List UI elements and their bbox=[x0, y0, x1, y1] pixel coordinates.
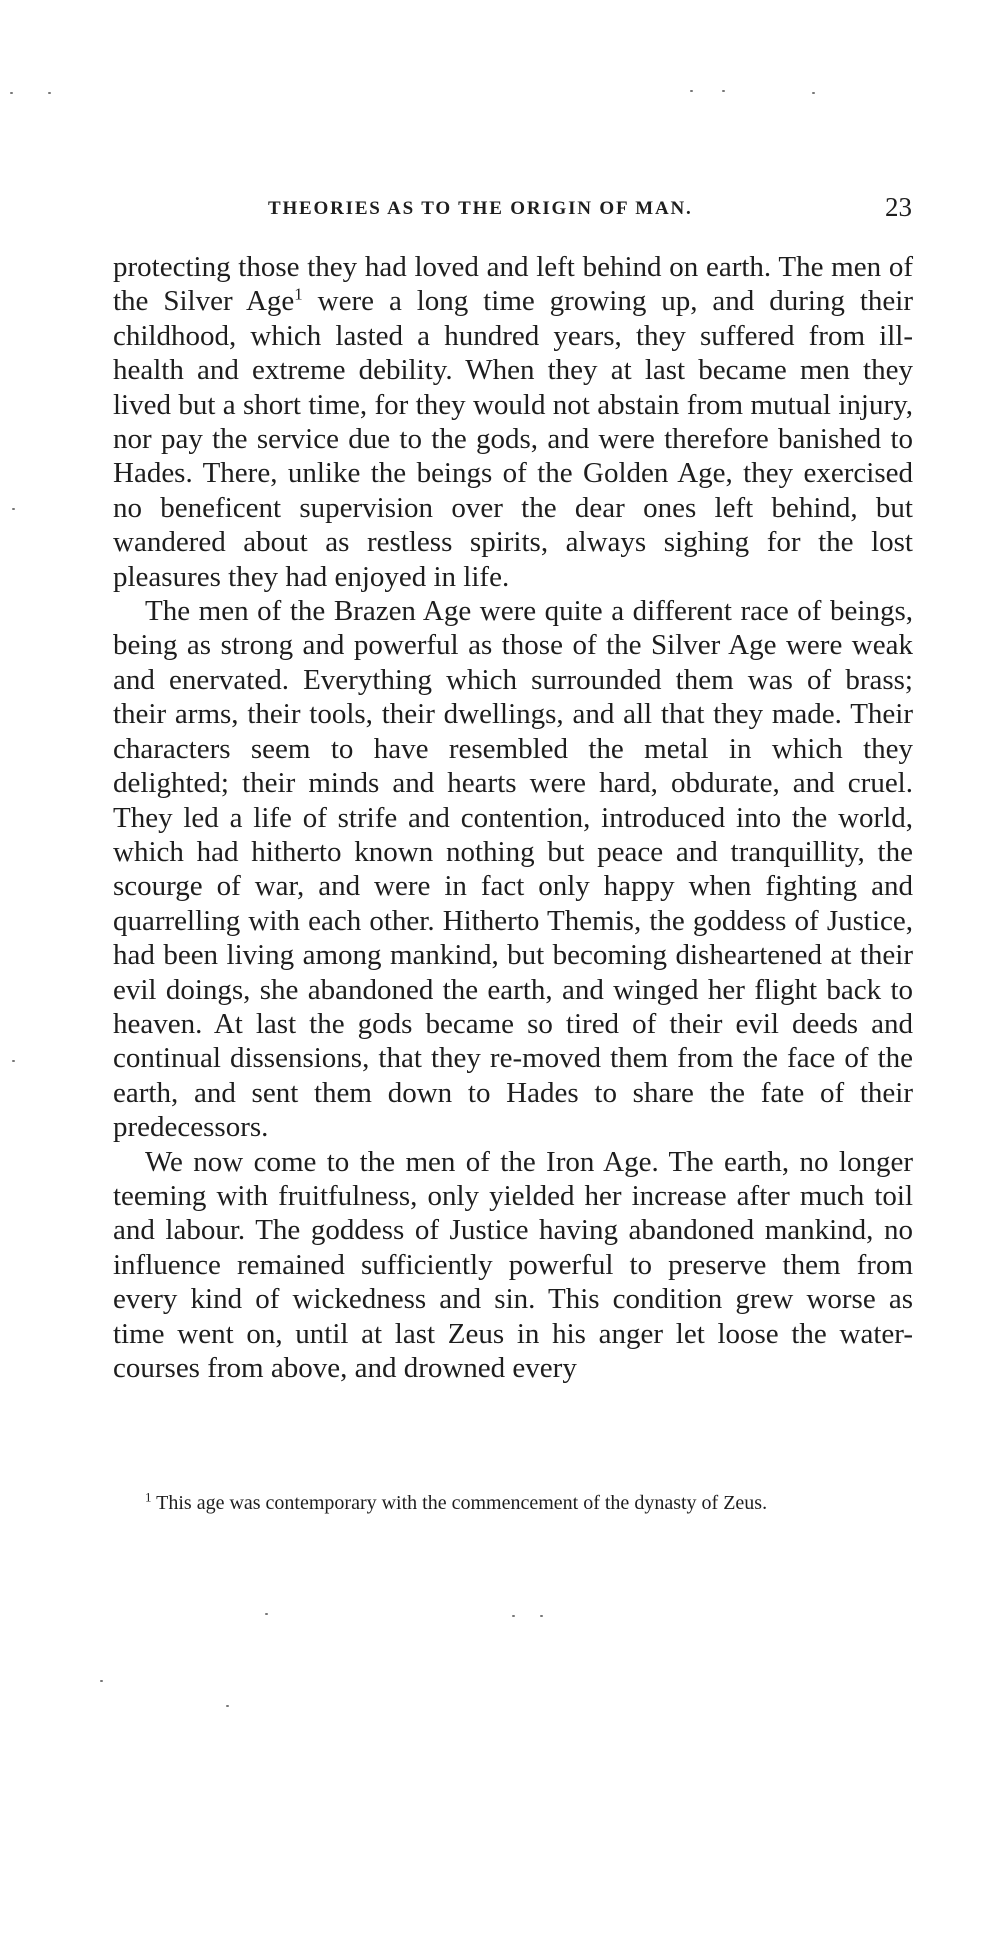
paragraph-1-rest: were a long time growing up, and during their childhood, which lasted a hundred years, they suffered from ill-health and extreme debility. When they at last became men they lived but a short time, for they would not abstain from mutual injury, nor pay the service due to the gods, and were therefore banished to Hades. There, unlike the beings of the Golden Age, they exercised no beneficent supervision over the dear ones left behind, but wandered about as restless spirits, always sighing for the lost pleasures they had enjoyed in life. bbox=[113, 285, 914, 593]
scan-speck bbox=[226, 1705, 229, 1707]
paragraph-3: We now come to the men of the Iron Age. The earth, no longer teeming with fruitfulness, only yielded her increase after much toil and labour. The goddess of Justice having abandoned mankind, no influence remained sufficiently powerful to preserve them from every kind of wickedness and sin. This condition grew worse as time went on, until at last Zeus in his anger let loose the water-courses from above, and drowned every bbox=[113, 1145, 913, 1384]
footnote bbox=[113, 1489, 913, 1515]
footnote-number: 1 bbox=[145, 1489, 152, 1505]
scan-speck bbox=[265, 1613, 268, 1615]
scan-speck bbox=[12, 508, 15, 510]
body-text bbox=[113, 250, 913, 1385]
footnote-text: This age was contemporary with the commencement of the dynasty of Zeus. bbox=[151, 1492, 768, 1514]
page-number: 23 bbox=[885, 192, 912, 222]
paragraph-1 bbox=[113, 250, 913, 594]
scan-speck bbox=[540, 1615, 543, 1617]
scan-speck bbox=[512, 1615, 515, 1617]
paragraph-1-start: protecting those they had loved and left behind on earth. The men of the Silver Age bbox=[113, 251, 913, 318]
scan-speck bbox=[812, 92, 815, 94]
scan-speck bbox=[10, 92, 13, 94]
footnote-reference: 1 bbox=[294, 284, 303, 304]
scan-speck bbox=[722, 90, 725, 92]
scan-speck bbox=[48, 92, 51, 94]
scan-speck bbox=[12, 1060, 15, 1062]
page-header bbox=[112, 192, 918, 228]
paragraph-2: The men of the Brazen Age were quite a different race of beings, being as strong and powerful as those of the Silver Age were weak and enervated. Everything which surrounded them was of brass; their arms, their tools, their dwellings, and all that they made. Their characters seem to have resembled the metal in which they delighted; their minds and hearts were hard, obdurate, and cruel. They led a life of strife and contention, introduced into the world, which had hitherto known nothing but peace and tranquillity, the scourge of war, and were in fact only happy when fighting and quarrelling with each other. Hitherto Themis, the goddess of Justice, had been living among mankind, but becoming disheartened at their evil doings, she abandoned the earth, and winged her flight back to heaven. At last the gods became so tired of their evil deeds and continual dissensions, that they re-moved them from the face of the earth, and sent them down to Hades to share the fate of their predecessors. bbox=[113, 595, 913, 1144]
scan-speck bbox=[100, 1680, 103, 1682]
running-title: THEORIES AS TO THE ORIGIN OF MAN. bbox=[268, 198, 693, 219]
scan-speck bbox=[690, 90, 693, 92]
